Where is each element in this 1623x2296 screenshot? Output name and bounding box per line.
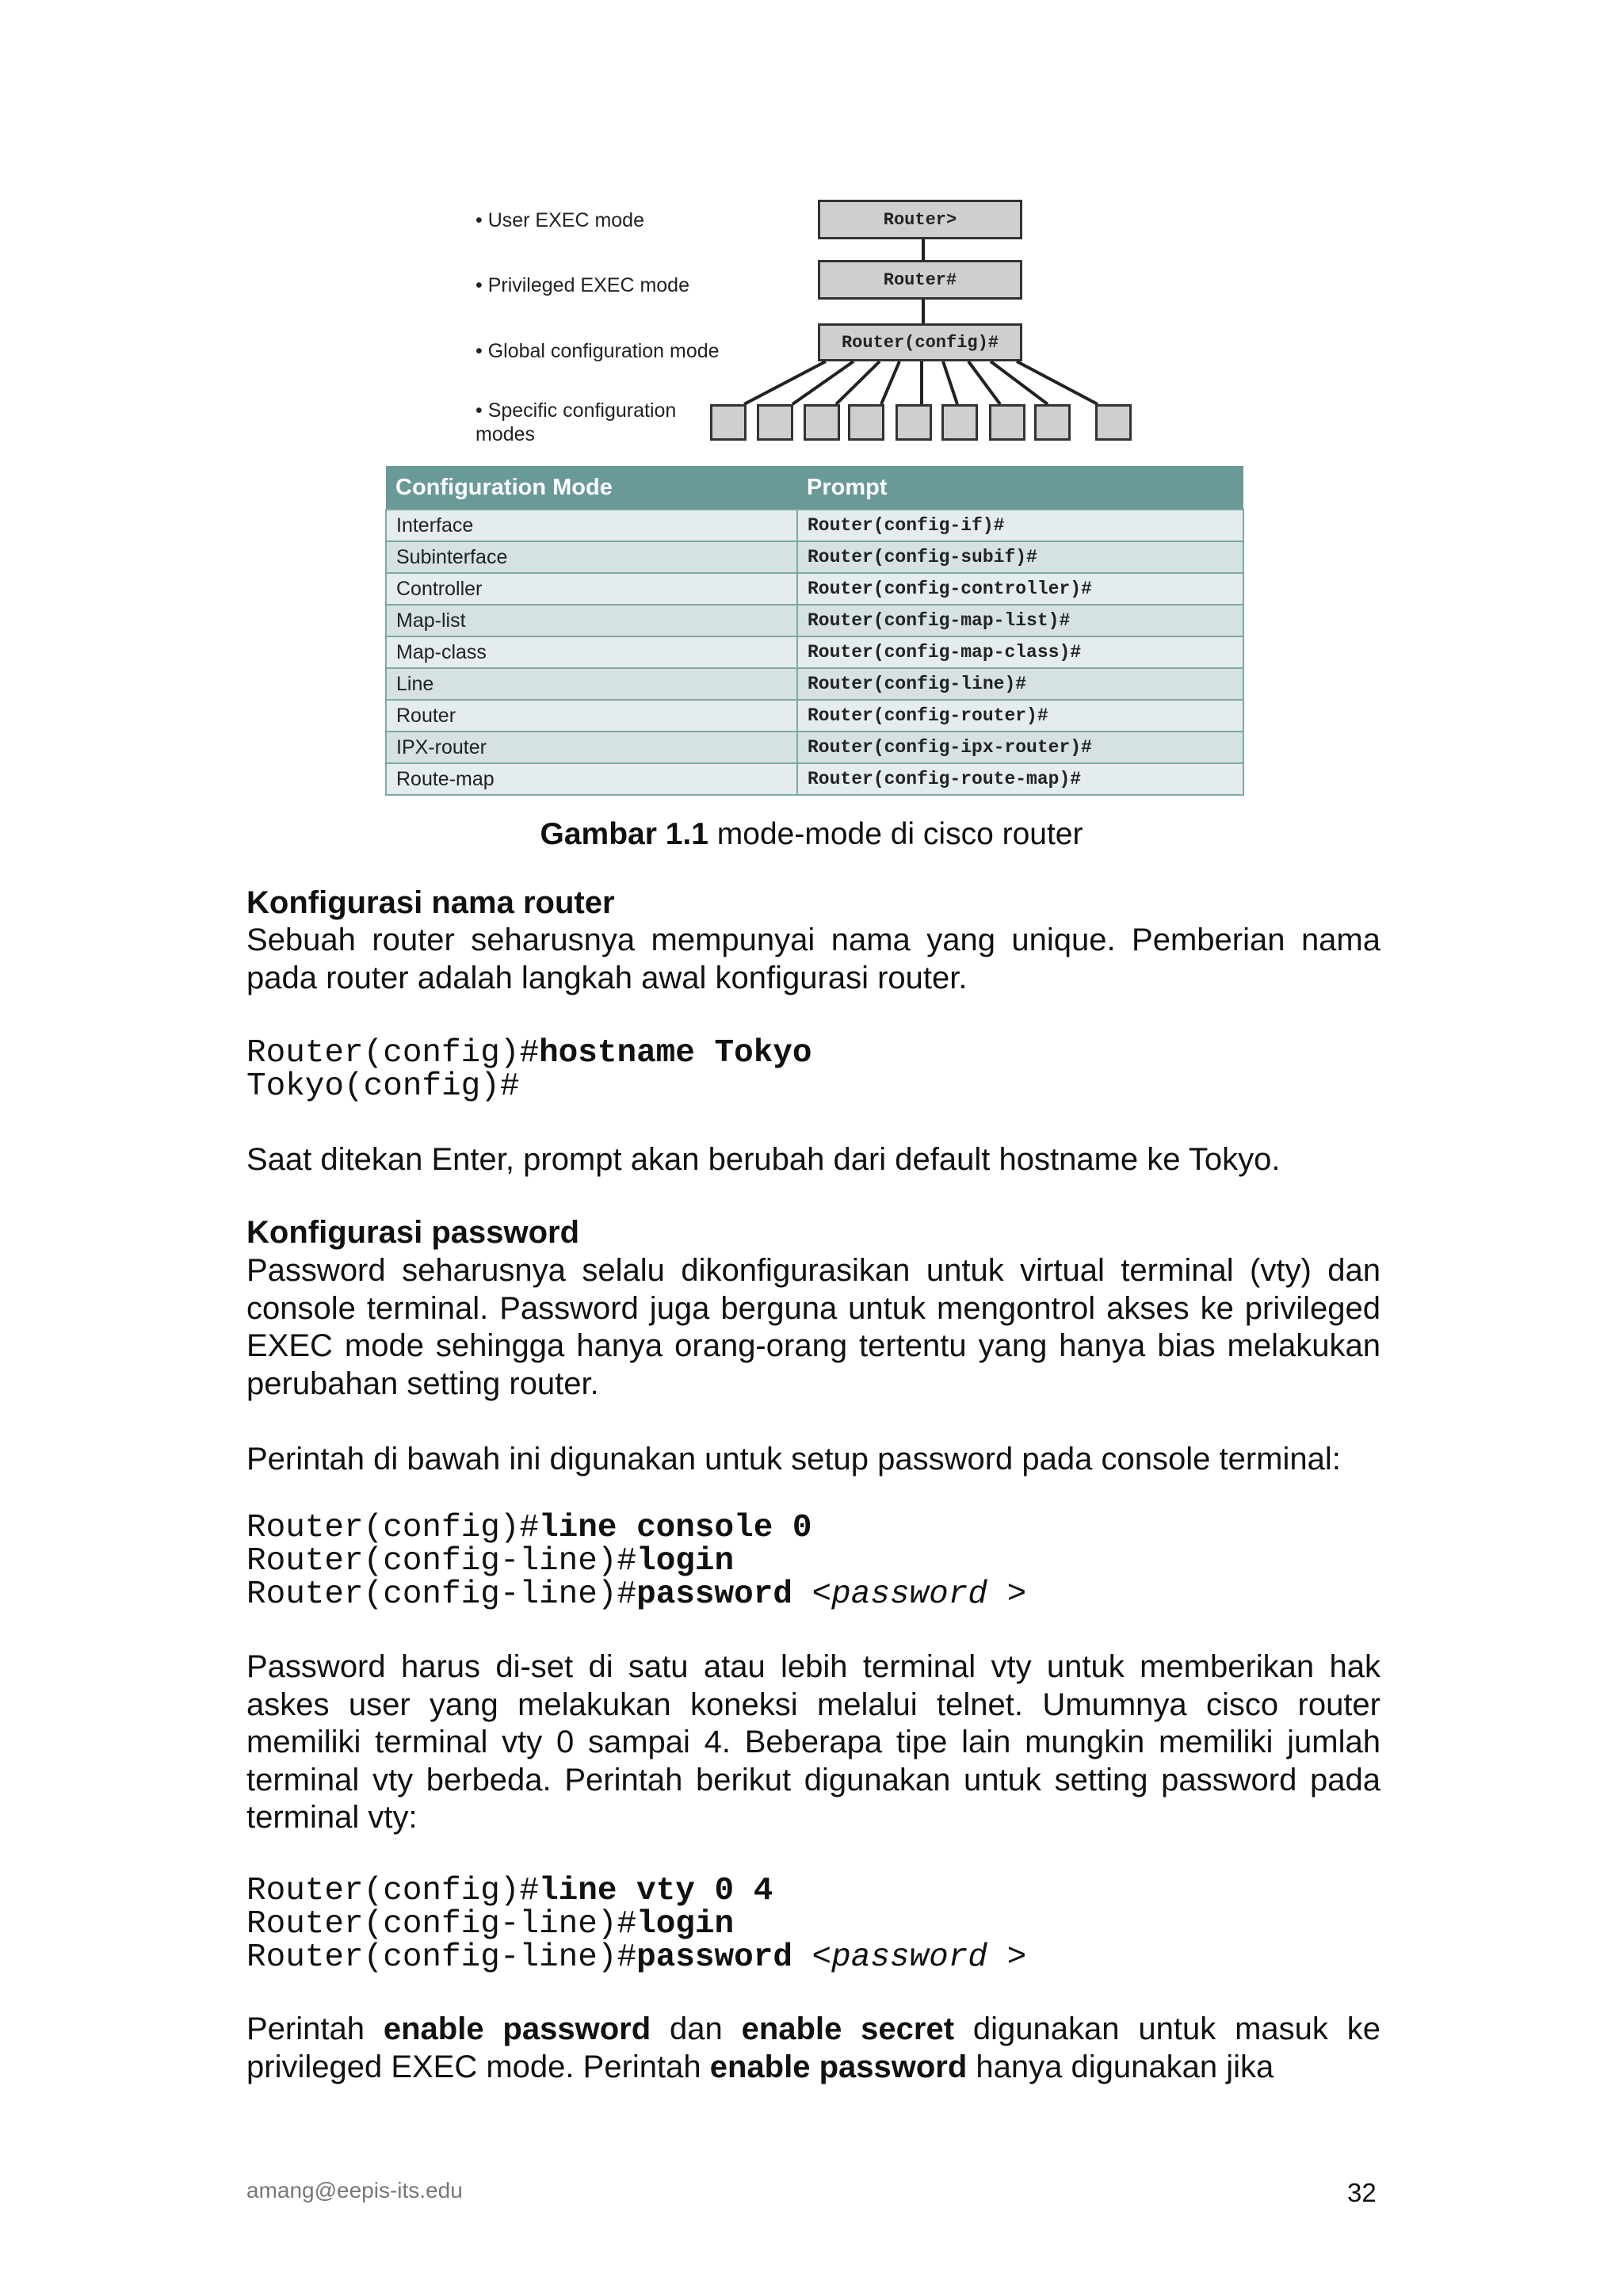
text-run: hanya digunakan jika xyxy=(967,2049,1274,2084)
text-run: digunakan untuk masuk ke privileged EXEC mode. Perintah xyxy=(246,2011,1381,2084)
bold-term: enable secret xyxy=(741,2011,955,2046)
code-prompt: Tokyo(config)# xyxy=(246,1068,520,1105)
prompt-cell: Router(config-subif)# xyxy=(797,541,1243,573)
mode-cell: Map-list xyxy=(386,605,797,636)
mode-cell: IPX-router xyxy=(386,732,797,763)
paragraph: Sebuah router seharusnya mempunyai nama yang unique. Pemberian nama pada router adalah langkah awal konfigurasi router. xyxy=(246,923,1381,995)
header-mode: Configuration Mode xyxy=(386,466,797,510)
specific-mode-box xyxy=(941,404,978,441)
code-line xyxy=(246,1941,1026,1974)
code-line xyxy=(246,1908,1026,1941)
code-prompt: Router(config-line)# xyxy=(246,1576,637,1613)
code-prompt: Router(config)# xyxy=(246,1510,540,1546)
table-row xyxy=(386,636,1243,668)
code-argument: <password > xyxy=(792,1939,1027,1976)
prompt-cell: Router(config-line)# xyxy=(797,668,1243,700)
table-row xyxy=(386,763,1243,795)
table-row xyxy=(386,700,1243,732)
code-block xyxy=(246,1037,812,1103)
footer-email: amang@eepis-its.edu xyxy=(246,2178,463,2202)
specific-mode-box xyxy=(1095,404,1132,441)
code-line xyxy=(246,1874,1026,1908)
mode-cell: Line xyxy=(386,668,797,700)
mode-label: • User EXEC mode xyxy=(475,209,644,231)
paragraph: Perintah di bawah ini digunakan untuk setup password pada console terminal: xyxy=(246,1442,1341,1477)
prompt-cell: Router(config-router)# xyxy=(797,700,1243,732)
specific-mode-box xyxy=(989,404,1025,441)
paragraph: Password seharusnya selalu dikonfigurasikan untuk virtual terminal (vty) dan console terminal. Password juga berguna untuk mengontrol akses ke privileged EXEC mode sehingga hanya orang-orang tertentu yang hanya bias melakukan perubahan setting router. xyxy=(246,1253,1381,1401)
mode-cell: Interface xyxy=(386,510,797,541)
code-line xyxy=(246,1545,1026,1578)
prompt-cell: Router(config-ipx-router)# xyxy=(797,732,1243,763)
mode-label: • Privileged EXEC mode xyxy=(475,274,689,296)
code-command: hostname Tokyo xyxy=(539,1035,812,1072)
specific-mode-box xyxy=(896,404,932,441)
section-heading: Konfigurasi password xyxy=(246,1215,580,1250)
code-prompt: Router(config-line)# xyxy=(246,1939,637,1976)
prompt-cell: Router(config-if)# xyxy=(797,510,1243,541)
prompt-box: Router# xyxy=(818,260,1022,300)
code-line xyxy=(246,1511,1026,1545)
code-block xyxy=(246,1874,1026,1974)
bold-term: enable password xyxy=(383,2011,651,2046)
caption-text: mode-mode di cisco router xyxy=(708,817,1083,851)
code-prompt: Router(config-line)# xyxy=(246,1906,637,1943)
prompt-box: Router> xyxy=(818,200,1022,239)
code-command: login xyxy=(636,1906,735,1943)
code-command: line vty 0 4 xyxy=(539,1873,773,1909)
table-row xyxy=(386,605,1243,636)
header-prompt: Prompt xyxy=(797,466,1243,510)
specific-mode-box xyxy=(804,404,840,441)
paragraph: Password harus di-set di satu atau lebih terminal vty untuk memberikan hak askes user yang melakukan koneksi melalui telnet. Umumnya cisco router memiliki terminal vty 0 sampai 4. Beberapa tipe lain mungkin memiliki jumlah terminal vty berbeda. Perintah berikut digunakan untuk setting password pada terminal vty: xyxy=(246,1649,1381,1835)
table-row xyxy=(386,510,1243,541)
figure-caption xyxy=(0,816,1623,853)
prompt-cell: Router(config-map-class)# xyxy=(797,636,1243,668)
prompt-cell: Router(config-route-map)# xyxy=(797,763,1243,795)
mode-cell: Subinterface xyxy=(386,541,797,573)
prompt-cell: Router(config-controller)# xyxy=(797,573,1243,605)
table-row xyxy=(386,541,1243,573)
mode-cell: Controller xyxy=(386,573,797,605)
code-line xyxy=(246,1070,812,1103)
bold-term: enable password xyxy=(709,2049,968,2084)
code-block xyxy=(246,1511,1026,1611)
code-command: password xyxy=(636,1939,792,1976)
page-number: 32 xyxy=(1347,2178,1377,2207)
mode-label: • Global configuration mode xyxy=(475,340,720,362)
mode-label: • Specific configuration modes xyxy=(475,399,677,445)
table-row xyxy=(386,732,1243,763)
specific-mode-box xyxy=(848,404,884,441)
code-command: password xyxy=(636,1576,792,1613)
table-row xyxy=(386,668,1243,700)
code-command: line console 0 xyxy=(539,1510,812,1546)
code-argument: <password > xyxy=(792,1576,1027,1613)
code-prompt: Router(config)# xyxy=(246,1873,540,1909)
caption-label: Gambar 1.1 xyxy=(540,817,708,851)
prompt-box: Router(config)# xyxy=(818,323,1022,361)
paragraph xyxy=(246,2011,1381,2086)
specific-mode-box xyxy=(710,404,747,441)
specific-mode-box xyxy=(757,404,793,441)
text-run: Perintah xyxy=(246,2011,384,2046)
table-row xyxy=(386,573,1243,605)
code-line xyxy=(246,1578,1026,1611)
mode-cell: Route-map xyxy=(386,763,797,795)
code-prompt: Router(config-line)# xyxy=(246,1543,637,1580)
text-run: dan xyxy=(651,2011,742,2046)
mode-cell: Map-class xyxy=(386,636,797,668)
mode-cell: Router xyxy=(386,700,797,732)
code-prompt: Router(config)# xyxy=(246,1035,540,1072)
prompt-cell: Router(config-map-list)# xyxy=(797,605,1243,636)
code-command: login xyxy=(636,1543,735,1580)
config-mode-table xyxy=(385,466,1244,796)
specific-mode-box xyxy=(1034,404,1071,441)
code-line xyxy=(246,1037,812,1070)
paragraph: Saat ditekan Enter, prompt akan berubah dari default hostname ke Tokyo. xyxy=(246,1142,1281,1177)
section-heading: Konfigurasi nama router xyxy=(246,885,615,920)
